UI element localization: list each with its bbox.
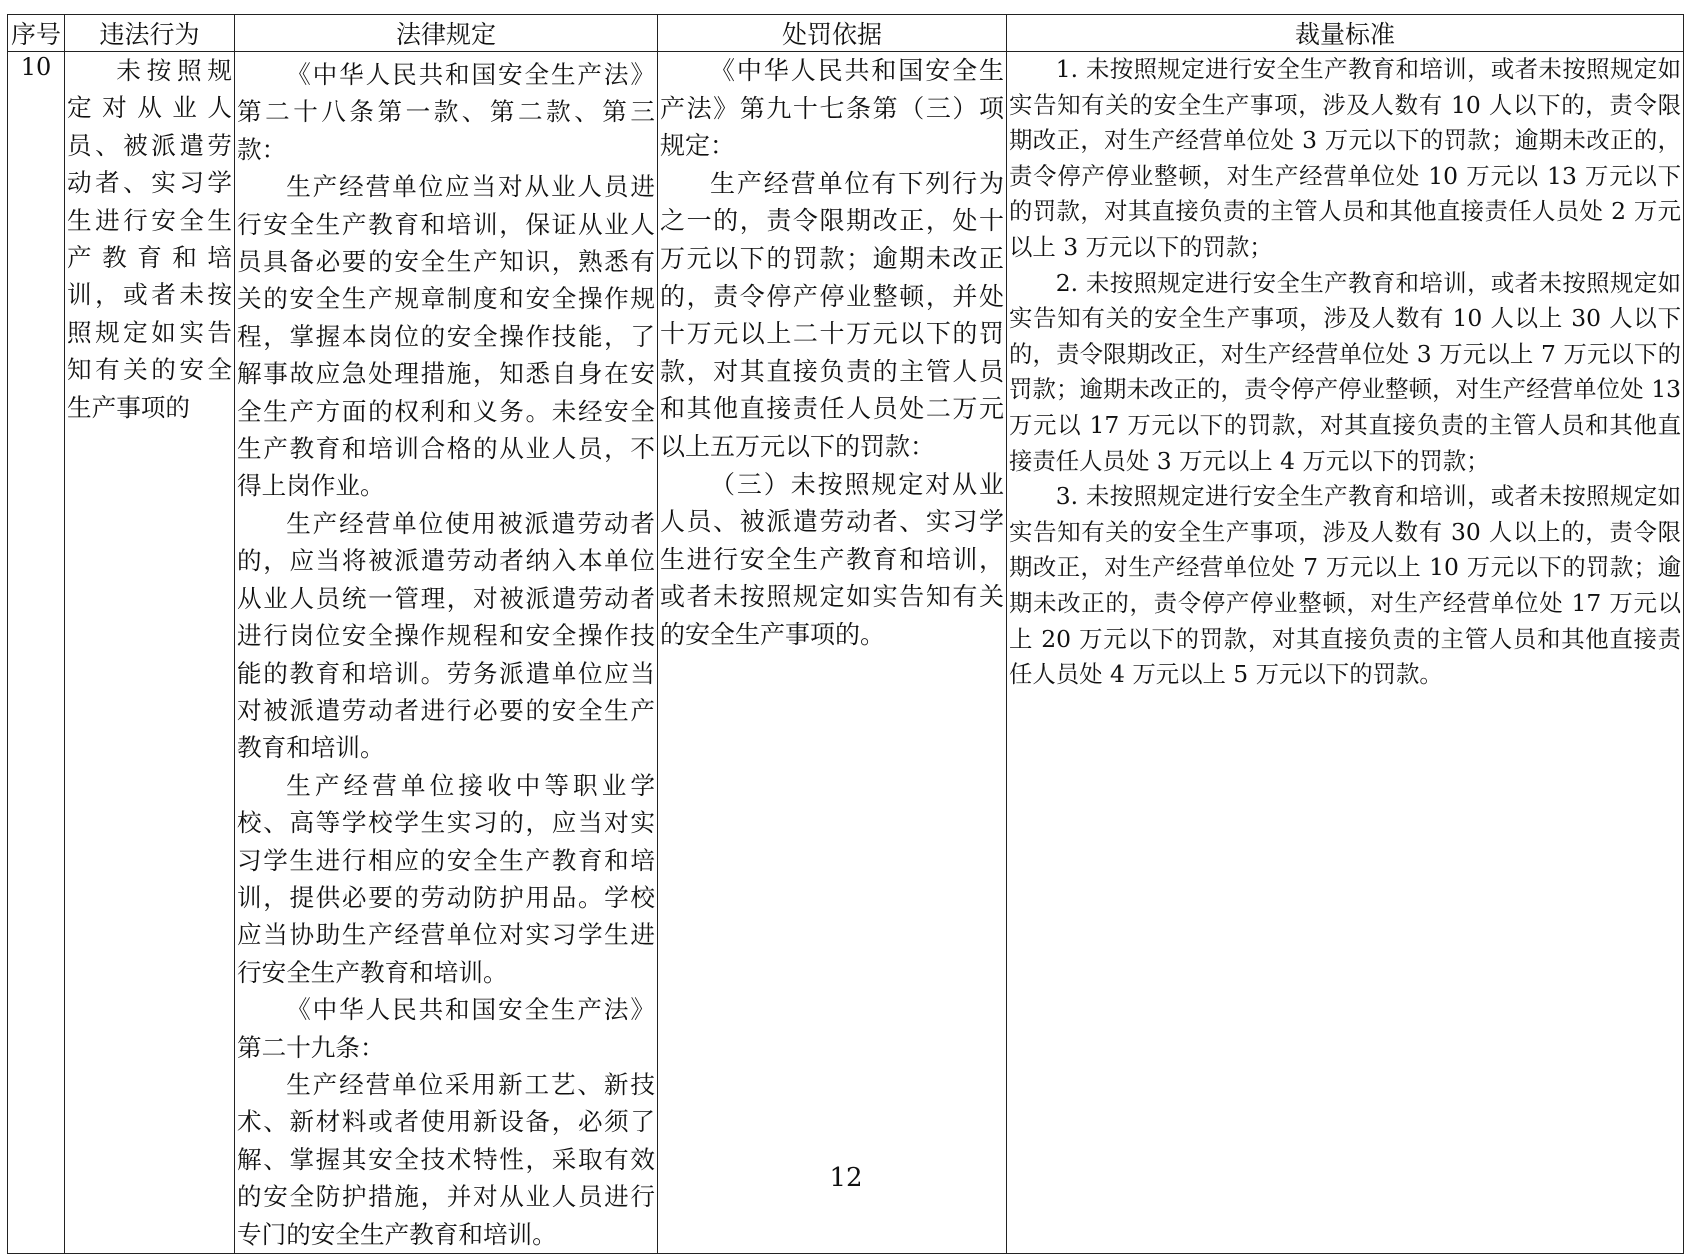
discretion-standard-cell <box>1007 52 1684 1254</box>
violation-cell <box>65 52 235 1254</box>
table-row <box>8 52 1684 1254</box>
header-seq: 序号 <box>8 15 65 52</box>
penalty-basis-cell <box>658 52 1007 1254</box>
law-paragraph-1: 生产经营单位应当对从业人员进行安全生产教育和培训，保证从业人员具备必要的安全生产知识，熟悉有关的安全生产规章制度和安全操作规程，掌握本岗位的安全操作技能，了解事故应急处理措施，知悉自身在安全生产方面的权利和义务。未经安全生产教育和培训合格的从业人员，不得上岗作业。 <box>237 172 655 501</box>
header-penalty-basis: 处罚依据 <box>658 15 1007 52</box>
penalty-citation: 《中华人民共和国安全生产法》第九十七条第（三）项规定： <box>660 56 1004 161</box>
standard-item-1: 1. 未按照规定进行安全生产教育和培训，或者未按照规定如实告知有关的安全生产事项，涉及人数有 10 人以下的，责令限期改正，对生产经营单位处 3 万元以下的罚款；逾期未改正的，责令停产停业整顿，对生产经营单位处 10 万元以 13 万元以下的罚款，对其直接负责的主管人员和其他直接责任人员处 2 万元以上 3 万元以下的罚款； <box>1009 55 1681 261</box>
law-paragraph-2: 生产经营单位使用被派遣劳动者的，应当将被派遣劳动者纳入本单位从业人员统一管理，对被派遣劳动者进行岗位安全操作规程和安全操作技能的教育和培训。劳务派遣单位应当对被派遣劳动者进行必要的安全生产教育和培训。 <box>237 508 655 763</box>
page-number: 12 <box>829 1163 863 1193</box>
discretion-standard-table <box>7 14 1684 1254</box>
law-paragraph-3: 生产经营单位接收中等职业学校、高等学校学生实习的，应当对实习学生进行相应的安全生产教育和培训，提供必要的劳动防护用品。学校应当协助生产经营单位对实习学生进行安全生产教育和培训。 <box>237 770 655 987</box>
law-citation-2: 《中华人民共和国安全生产法》第二十九条： <box>237 995 655 1062</box>
header-standard: 裁量标准 <box>1007 15 1684 52</box>
law-citation-1: 《中华人民共和国安全生产法》第二十八条第一款、第二款、第三款： <box>237 60 655 164</box>
penalty-item-3: （三）未按照规定对从业人员、被派遣劳动者、实习学生进行安全生产教育和培训，或者未按照规定如实告知有关的安全生产事项的。 <box>660 469 1004 649</box>
standard-item-2: 2. 未按照规定进行安全生产教育和培训，或者未按照规定如实告知有关的安全生产事项，涉及人数有 10 人以上 30 人以下的，责令限期改正，对生产经营单位处 3 万元以上 7 万元以下的罚款；逾期未改正的，责令停产停业整顿，对生产经营单位处 13 万元以 17 万元以下的罚款，对其直接负责的主管人员和其他直接责任人员处 3 万元以上 4 万元以下的罚款； <box>1009 268 1681 475</box>
header-violation: 违法行为 <box>65 15 235 52</box>
header-law: 法律规定 <box>235 15 658 52</box>
law-paragraph-4: 生产经营单位采用新工艺、新技术、新材料或者使用新设备，必须了解、掌握其安全技术特性，采取有效的安全防护措施，并对从业人员进行专门的安全生产教育和培训。 <box>237 1069 655 1249</box>
violation-text: 未按照规定对从业人员、被派遣劳动者、实习学生进行安全生产教育和培训，或者未按照规定如实告知有关的安全生产事项的 <box>67 56 232 422</box>
row-seq-number: 10 <box>8 52 65 1254</box>
table-header-row <box>8 15 1684 52</box>
penalty-paragraph: 生产经营单位有下列行为之一的，责令限期改正，处十万元以下的罚款；逾期未改正的，责令停产停业整顿，并处十万元以上二十万元以下的罚款，对其直接负责的主管人员和其他直接责任人员处二万元以上五万元以下的罚款： <box>660 168 1004 461</box>
standard-item-3: 3. 未按照规定进行安全生产教育和培训，或者未按照规定如实告知有关的安全生产事项，涉及人数有 30 人以上的，责令限期改正，对生产经营单位处 7 万元以上 10 万元以下的罚款；逾期未改正的，责令停产停业整顿，对生产经营单位处 17 万元以上 20 万元以下的罚款，对其直接负责的主管人员和其他直接责任人员处 4 万元以上 5 万元以下的罚款。 <box>1009 482 1681 689</box>
law-cell <box>235 52 658 1254</box>
